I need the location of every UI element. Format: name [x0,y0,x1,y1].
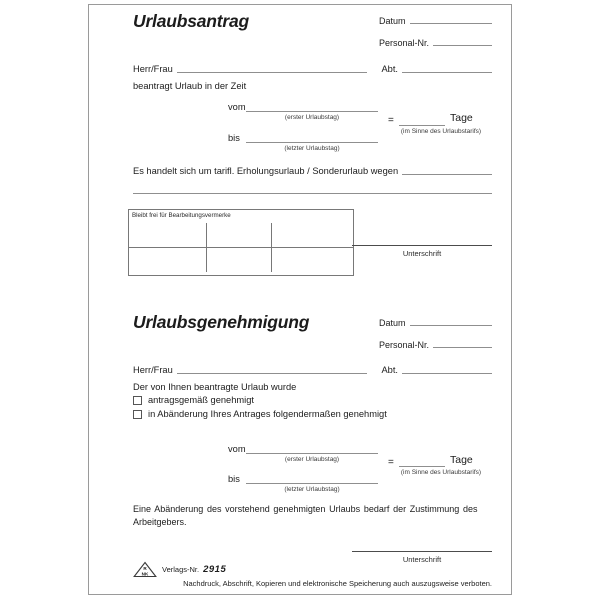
abt-blank-line[interactable] [402,72,492,73]
abt-blank-line[interactable] [402,373,492,374]
approval-datum-field [379,318,492,328]
datum-blank-line[interactable] [410,325,492,326]
verlags-nr-number: 2915 [203,564,227,575]
reason-blank-line-1[interactable] [402,174,492,175]
personal-nr-blank-line[interactable] [433,45,492,46]
vom-label: vom [228,102,246,112]
vom-hint: (erster Urlaubstag) [284,456,340,463]
bis-blank-line[interactable] [246,483,378,484]
remarks-box-vline-1 [206,223,207,272]
tage-label: Tage [450,454,473,466]
approval-intro-text: Der von Ihnen beantragte Urlaub wurde [133,382,297,392]
request-type-row [133,166,492,177]
datum-label: Datum [379,16,406,26]
rnk-logo-letters-bottom: NK [141,571,149,577]
bis-label: bis [228,474,240,484]
checkbox-antragsgemaess[interactable] [133,396,142,405]
tage-hint: (im Sinne des Urlaubstarifs) [400,128,482,135]
tage-blank-line[interactable] [399,125,445,126]
approval-personal-nr-field [379,340,492,350]
abt-label: Abt. [381,64,398,74]
request-signature-line[interactable] [352,245,492,246]
rnk-logo-letter-top: R [143,566,147,571]
name-blank-line[interactable] [177,72,368,73]
name-blank-line[interactable] [177,373,368,374]
approval-name-row [133,365,492,376]
footer-publisher-row [133,561,226,578]
vom-label: vom [228,444,246,454]
request-title: Urlaubsantrag [133,11,250,31]
form-page [88,4,512,595]
datum-blank-line[interactable] [410,23,492,24]
copyright-notice: Nachdruck, Abschrift, Kopieren und elektronische Speicherung auch auszugsweise verboten. [183,579,492,588]
remarks-box [128,209,354,276]
herr-frau-label: Herr/Frau [133,64,173,74]
vom-hint: (erster Urlaubstag) [284,114,340,121]
remarks-box-hline [129,247,353,248]
equals-sign: = [388,115,394,126]
request-datum-field [379,16,492,26]
bis-hint: (letzter Urlaubstag) [284,145,340,152]
type-line-text: Es handelt sich um tarifl. Erholungsurlaub / Sonderurlaub wegen [133,166,399,176]
option-abaenderung[interactable] [133,409,463,420]
personal-nr-label: Personal-Nr. [379,340,430,350]
option-antragsgemaess-label: antragsgemäß genehmigt [148,395,254,405]
approval-signature-line[interactable] [352,551,492,552]
tage-blank-line[interactable] [399,466,445,467]
herr-frau-label: Herr/Frau [133,365,173,375]
request-intro-text: beantragt Urlaub in der Zeit [133,81,247,91]
abt-label: Abt. [381,365,398,375]
vom-blank-line[interactable] [246,453,378,454]
tage-hint: (im Sinne des Urlaubstarifs) [400,469,482,476]
tage-label: Tage [450,112,473,124]
remarks-box-label: Bleibt frei für Bearbeitungsvermerke [132,212,231,219]
approval-signature-label: Unterschrift [402,555,442,564]
equals-sign: = [388,457,394,468]
bis-label: bis [228,133,240,143]
personal-nr-blank-line[interactable] [433,347,492,348]
vom-blank-line[interactable] [246,111,378,112]
verlags-nr-label: Verlags-Nr. [162,565,200,574]
reason-blank-line-2[interactable] [133,193,492,194]
request-name-row [133,64,492,75]
approval-note-line1: Eine Abänderung des vorstehend genehmigten Urlaubs bedarf der Zustimmung des [133,504,478,514]
bis-hint: (letzter Urlaubstag) [284,486,340,493]
rnk-logo-icon [133,561,157,578]
option-antragsgemaess[interactable] [133,395,463,406]
approval-note-line2: Arbeitgebers. [133,516,187,527]
request-personal-nr-field [379,38,492,48]
checkbox-abaenderung[interactable] [133,410,142,419]
approval-title: Urlaubsgenehmigung [133,312,310,332]
datum-label: Datum [379,318,406,328]
approval-note [133,503,478,528]
bis-blank-line[interactable] [246,142,378,143]
personal-nr-label: Personal-Nr. [379,38,430,48]
remarks-box-vline-2 [271,223,272,272]
request-signature-label: Unterschrift [402,249,442,258]
option-abaenderung-label: in Abänderung Ihres Antrages folgendermaßen genehmigt [148,409,387,419]
